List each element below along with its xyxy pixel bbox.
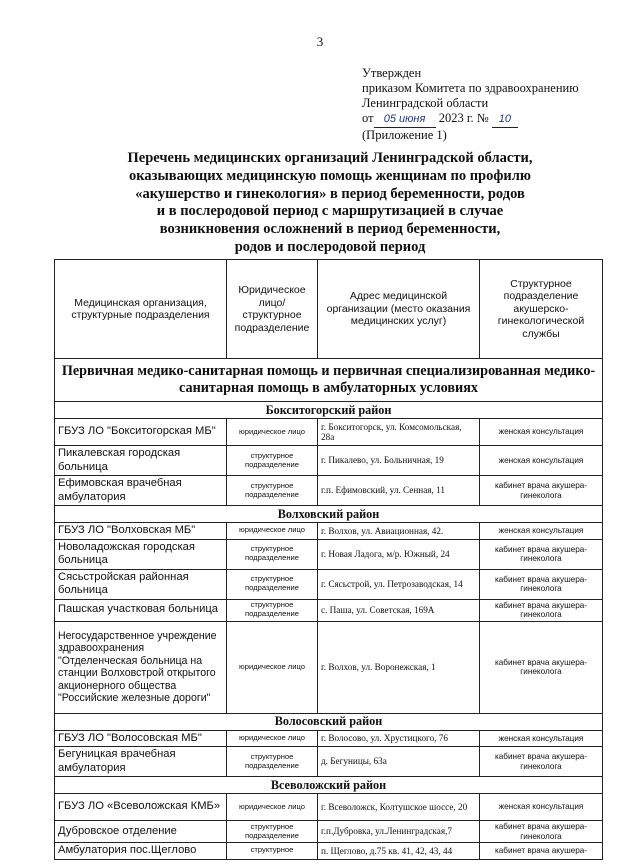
table-row: [55, 569, 603, 599]
handwritten-order-number: 10: [492, 112, 518, 128]
approval-line-3: Ленинградской области: [362, 96, 489, 110]
org-address: г. Сясьстрой, ул. Петрозаводская, 14: [318, 569, 480, 599]
org-address: г. Бокситогорск, ул. Комсомольская, 28а: [318, 419, 480, 446]
org-unit: кабинет врача акушера-гинеколога: [480, 821, 603, 843]
table-row: [55, 476, 603, 506]
header-organization: Медицинская организация, структурные подразделения: [55, 260, 227, 359]
org-address: г. Волосово, ул. Хрустицкого, 76: [318, 730, 480, 747]
org-name: Бегуницкая врачебная амбулатория: [55, 747, 227, 777]
approval-from-label: от: [362, 111, 374, 125]
title-line: и в послеродовой период с маршрутизацией в случае: [156, 203, 504, 220]
district-row: [55, 402, 603, 419]
page-number: 3: [316, 34, 324, 49]
approval-line-2: приказом Комитета по здравоохранению: [362, 81, 579, 95]
organizations-table: [54, 259, 603, 860]
org-address: г. Всеволожск, Колтушское шоссе, 20: [318, 794, 480, 821]
org-name: ГБУЗ ЛО "Бокситогорская МБ": [55, 419, 227, 446]
title-line: «акушерство и гинекология» в период беременности, родов: [135, 185, 525, 202]
header-address: Адрес медицинской организации (место оказания медицинских услуг): [318, 260, 480, 359]
org-name: Новоладожская городская больница: [55, 539, 227, 569]
table-row: [55, 539, 603, 569]
table-row: [55, 523, 603, 540]
org-unit: кабинет врача акушера-гинеколога: [480, 747, 603, 777]
org-kind: структурное: [227, 843, 318, 860]
org-name: Амбулатория пос.Щеглово: [55, 843, 227, 860]
org-unit: кабинет врача акушера-гинеколога: [480, 539, 603, 569]
org-kind: структурное подразделение: [227, 599, 318, 621]
org-kind: структурное подразделение: [227, 569, 318, 599]
org-address: г. Волхов, ул. Воронежская, 1: [318, 621, 480, 713]
org-name: ГБУЗ ЛО "Волосовская МБ": [55, 730, 227, 747]
org-unit: кабинет врача акушера-: [480, 843, 603, 860]
org-unit: кабинет врача акушера-гинеколога: [480, 476, 603, 506]
table-row: [55, 821, 603, 843]
org-kind: юридическое лицо: [227, 419, 318, 446]
district-row: [55, 777, 603, 794]
table-row: [55, 599, 603, 621]
handwritten-day: 05: [383, 113, 396, 125]
table-row: [55, 843, 603, 860]
org-address: г. Волхов, ул. Авиационная, 42.: [318, 523, 480, 540]
title-line: родов и послеродовой период: [234, 238, 426, 255]
org-address: г.п. Ефимовский, ул. Сенная, 11: [318, 476, 480, 506]
title-line: возникновения осложнений в период беременности,: [159, 221, 501, 238]
org-kind: юридическое лицо: [227, 523, 318, 540]
org-unit: кабинет врача акушера-гинеколога: [480, 621, 603, 713]
org-kind: структурное подразделение: [227, 539, 318, 569]
org-unit: кабинет врача акушера-гинеколога: [480, 569, 603, 599]
org-unit: женская консультация: [480, 730, 603, 747]
table-row: [55, 419, 603, 446]
approval-appendix: (Приложение 1): [362, 128, 447, 142]
org-kind: структурное подразделение: [227, 476, 318, 506]
org-name: Негосударственное учреждение здравоохранения "Отделенческая больница на станции Волховстрой открытого акционерного общества "Российские железные дороги": [55, 621, 227, 713]
org-unit: кабинет врача акушера-гинеколога: [480, 599, 603, 621]
org-address: п. Щеглово, д.75 кв. 41, 42, 43, 44: [318, 843, 480, 860]
org-address: г. Новая Ладога, м/р. Южный, 24: [318, 539, 480, 569]
district-row: [55, 506, 603, 523]
org-address: д. Бегуницы, 63а: [318, 747, 480, 777]
org-name: Ефимовская врачебная амбулатория: [55, 476, 227, 506]
header-row: [55, 260, 603, 359]
district-name: Бокситогорский район: [55, 402, 603, 419]
org-address: г.п.Дубровка, ул.Ленинградская,7: [318, 821, 480, 843]
district-name: Волосовский район: [55, 713, 603, 730]
handwritten-month: июня: [399, 113, 426, 125]
district-row: [55, 713, 603, 730]
district-name: Волховский район: [55, 506, 603, 523]
org-unit: женская консультация: [480, 794, 603, 821]
table-row: [55, 730, 603, 747]
org-address: г. Пикалево, ул. Больничная, 19: [318, 446, 480, 476]
title-line: Перечень медицинских организаций Ленинградской области,: [127, 150, 533, 166]
org-name: Дубровское отделение: [55, 821, 227, 843]
org-address: с. Паша, ул. Советская, 169А: [318, 599, 480, 621]
header-legal-entity: Юридическое лицо/ структурное подразделение: [227, 260, 318, 359]
approval-year-text: 2023 г. №: [438, 111, 489, 125]
org-unit: женская консультация: [480, 419, 603, 446]
header-unit: Структурное подразделение акушерско-гинекологической службы: [480, 260, 603, 359]
org-name: ГБУЗ ЛО «Всеволожская КМБ»: [55, 794, 227, 821]
approval-date-line: [362, 111, 579, 128]
title-line: оказывающих медицинскую помощь женщинам по профилю: [129, 167, 531, 184]
org-name: Пашская участковая больница: [55, 599, 227, 621]
org-kind: структурное подразделение: [227, 747, 318, 777]
table-row: [55, 621, 603, 713]
document-title: [80, 150, 580, 257]
org-unit: женская консультация: [480, 446, 603, 476]
section-row: [55, 359, 603, 402]
org-name: Пикалевская городская больница: [55, 446, 227, 476]
org-name: ГБУЗ ЛО "Волховская МБ": [55, 523, 227, 540]
approval-line-1: Утвержден: [362, 66, 422, 80]
approval-block: [362, 66, 579, 143]
org-kind: структурное подразделение: [227, 821, 318, 843]
table-row: [55, 747, 603, 777]
org-name: Сясьстройская районная больница: [55, 569, 227, 599]
org-kind: юридическое лицо: [227, 730, 318, 747]
section-title: Первичная медико-санитарная помощь и первичная специализированная медико-санитарная помощь в амбулаторных условиях: [55, 359, 603, 402]
org-kind: юридическое лицо: [227, 621, 318, 713]
org-unit: женская консультация: [480, 523, 603, 540]
org-kind: структурное подразделение: [227, 446, 318, 476]
org-kind: юридическое лицо: [227, 794, 318, 821]
district-name: Всеволожский район: [55, 777, 603, 794]
table-row: [55, 794, 603, 821]
table-row: [55, 446, 603, 476]
handwritten-date: [374, 112, 436, 128]
